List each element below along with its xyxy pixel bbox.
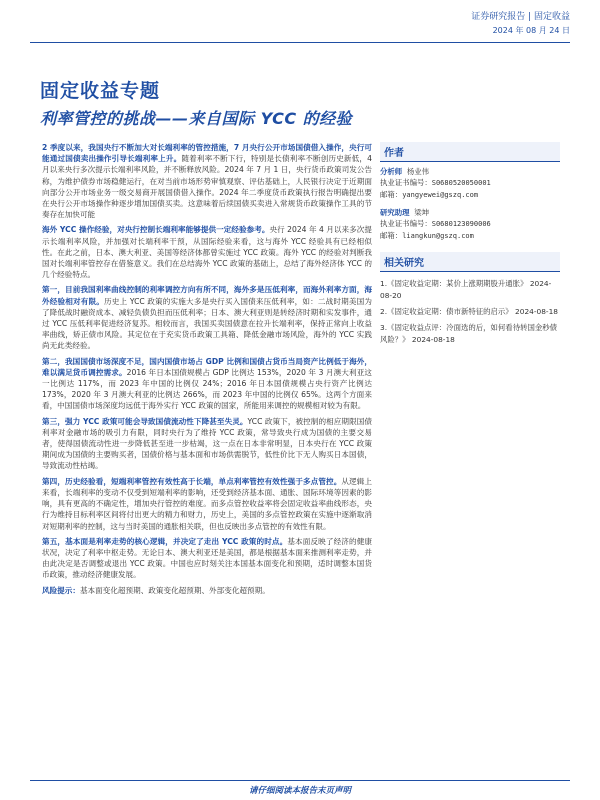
- cert-label: 执业证书编号：: [380, 178, 432, 187]
- paragraph: [42, 536, 372, 581]
- author-role: 分析师: [380, 167, 403, 176]
- page-title: 固定收益专题: [40, 80, 161, 102]
- related-research-item[interactable]: 3.《固定收益点评：冷面选的后，如何看待转国金秒债风险？》 2024-08-18: [380, 323, 558, 344]
- risk-text: 基本面变化超预期、政策变化超预期、外部变化超预期。: [79, 585, 270, 595]
- authors-title: 作者: [380, 142, 560, 161]
- author-role: 研究助理: [380, 208, 410, 217]
- paragraph: [42, 476, 372, 532]
- paragraph-lead: 第二，我国国债市场深度不足，国内国债市场占 GDP 比例和国债占货币当局资产比例低于海外，难以满足货币调控需求。: [42, 356, 372, 377]
- related-research-item[interactable]: 2.《固定收益定期：债市新特征的启示》 2024-08-18: [380, 307, 558, 316]
- author-cert-line: [380, 177, 560, 189]
- paragraph-body: YCC 政策下，被控制的相应期限国债利率对金融市场的吸引力有限，同时央行为了维持 YCC 政策，常导致央行成为国债的主要交易者，使得国债流动性进一步降低甚至进一步枯竭，这一点在日本非常明显，日本央行在 YCC 政策期间成为国债的主要购买者，国债价格与基本面和市场供需脱节，低性价比下无人购买日本国债，导致流动性枯竭。: [42, 416, 372, 471]
- author-email-link[interactable]: liangkun@gszq.com: [402, 232, 474, 240]
- author-cert-line: [380, 218, 560, 230]
- footer-disclaimer: 请仔细阅读本报告末页声明: [248, 786, 351, 796]
- cert-number: S0680123090006: [431, 220, 491, 228]
- paragraph: [42, 284, 372, 351]
- header: [471, 10, 570, 38]
- paragraph-body: 随着利率不断下行，特别是长债利率不断创历史新低，4 月以来央行多次提示长端利率风险，并不断释放风险。2024 年 7 月 1 日，央行货币政策司发公告称，为维护债券市场稳健运行，在对当前市场形势审慎观察、评估基础上，人民银行决定于近期面向部分公开市场业务一级交易商开展国债借入操作。2024 年二季度货币政策执行报告明确提出要在央行公开市场操作种逐步增加国债买卖。这意味着后续国债买卖进入常规货币政策操作工具的节奏存在加快可能: [42, 154, 372, 220]
- related-divider: [380, 271, 560, 272]
- paragraph-body: 基本面反映了经济的健康状况，决定了利率中枢走势。无论日本、澳大利亚还是美国，都是根据基本面来推测利率走势，并由此决定是否调整或退出 YCC 政策。中国也应时刻关注本国基本面变化和预期，适时调整本国货币政策，推动经济健康发展。: [42, 536, 372, 580]
- cert-label: 执业证书编号：: [380, 219, 432, 228]
- email-label: 邮箱：: [380, 190, 403, 199]
- author-email-link[interactable]: yangyewei@gszq.com: [402, 191, 479, 199]
- paragraph: [42, 356, 372, 412]
- sidebar: [380, 142, 560, 346]
- author-block: [380, 166, 560, 201]
- paragraph-body: 从逻辑上来看，长端利率的变动不仅受到短端利率的影响，还受到经济基本面、通胀、国际环境等因素的影响，具有更高的不确定性，增加央行管控的难度。而多点管控收益率将会固定收益率曲线形态，央行为维持目标利率区间将付出更大的精力和财力，历史上，美国的多点管控政策在实施中逐渐取消对短期利率的控制，这与当时美国的通胀相关联，但也反映出多点管控的有效性有限。: [42, 476, 372, 531]
- footer-divider: [30, 780, 570, 781]
- author-name: 杨业伟: [406, 167, 430, 176]
- author-name: 梁坤: [414, 208, 430, 217]
- cert-number: S0680520050001: [431, 179, 491, 187]
- related-research-item[interactable]: 1.《固定收益定期：某价上涨期期股升通胀》 2024-08-20: [380, 279, 552, 300]
- report-summary: [42, 142, 372, 600]
- paragraph-body: 2016 年日本国债规模占 GDP 比例达 153%，2020 年 3 月澳大利亚这一比例达 117%，而 2023 年中国的比例仅 24%；2016 年日本国债规模占央行资产比例达 173%，2020 年 3 月澳大利亚的比例达 266%，而 2023 年中国的比例仅 65%。这两个方面来看，中国国债市场深度均远低于海外实行 YCC 政策的国家，所能用来调控的规模相对较为有限。: [42, 367, 372, 411]
- authors-divider: [380, 161, 560, 162]
- paragraph: [42, 224, 372, 280]
- author-block: [380, 207, 560, 242]
- paragraph-body: 历史上 YCC 政策的实施大多是央行买入国债来压低利率，如：二战时期美国为了降低战时融资成本、减轻负债负担而压低利率；日本、澳大利亚则是转经济时期和实发事件，通过 YCC 压低利率促进经济复苏。相较而言，我国买卖国债意在拉升长端利率，保持正常向上收益率曲线，矫正债市风险。其定位在于充实货币政策工具箱、降低金融市场风险，海外的 YCC 实践尚无此类经验。: [42, 296, 373, 351]
- paragraph-lead: 海外 YCC 操作经验，对央行控制长端利率能够提供一定经验参考。: [42, 225, 270, 235]
- paragraph-lead: 第三，强力 YCC 政策可能会导致国债流动性下降甚至失灵。: [42, 416, 248, 426]
- paragraph-body: 央行 2024 年 4 月以来多次提示长端利率风险，并加强对长端利率干预，从国际经验来看，这与海外 YCC 经验具有已经相似性。在此之前，日本、澳大利亚、美国等经济体都曾实施过 YCC 政策。海外 YCC 的经验对判断我国对长端利率管控存在借鉴意义。我们在总结海外 YCC 政策的基础上，总结了海外经济体 YCC 的几个经验特点。: [42, 225, 372, 280]
- risk-label: 风险提示：: [42, 585, 80, 595]
- author-email-line: [380, 230, 560, 242]
- report-type: 证券研究报告 | 固定收益: [471, 12, 570, 22]
- paragraph-lead: 第五，基本面是利率走势的核心逻辑，并决定了走出 YCC 政策的时点。: [42, 536, 288, 546]
- paragraph-lead: 第四，历史经验看，短端利率管控有效性高于长端，单点利率管控有效性强于多点管控。: [42, 476, 342, 486]
- author-email-line: [380, 189, 560, 201]
- email-label: 邮箱：: [380, 231, 403, 240]
- risk-warning: [42, 585, 372, 596]
- author-name-line: [380, 207, 560, 218]
- paragraph-lead: 第一，目前我国利率曲线控制的利率调控方向有所不同，海外多是压低利率，而海外利率方面，海外经验相对有限。: [42, 285, 372, 306]
- paragraph: [42, 142, 372, 220]
- paragraph: [42, 416, 372, 472]
- related-research-list: [380, 278, 560, 346]
- report-date: 2024 年 08 月 24 日: [492, 26, 570, 35]
- header-divider: [30, 42, 570, 43]
- report-subtitle: 利率管控的挑战——来自国际 YCC 的经验: [40, 109, 353, 128]
- related-research-title: 相关研究: [380, 252, 560, 271]
- author-name-line: [380, 166, 560, 177]
- paragraph-lead: 2 季度以来，我国央行不断加大对长端利率的管控措施，7 月央行公开市场国债借入操作，央行可能通过国债卖出操作引导长端利率上升。: [42, 143, 372, 164]
